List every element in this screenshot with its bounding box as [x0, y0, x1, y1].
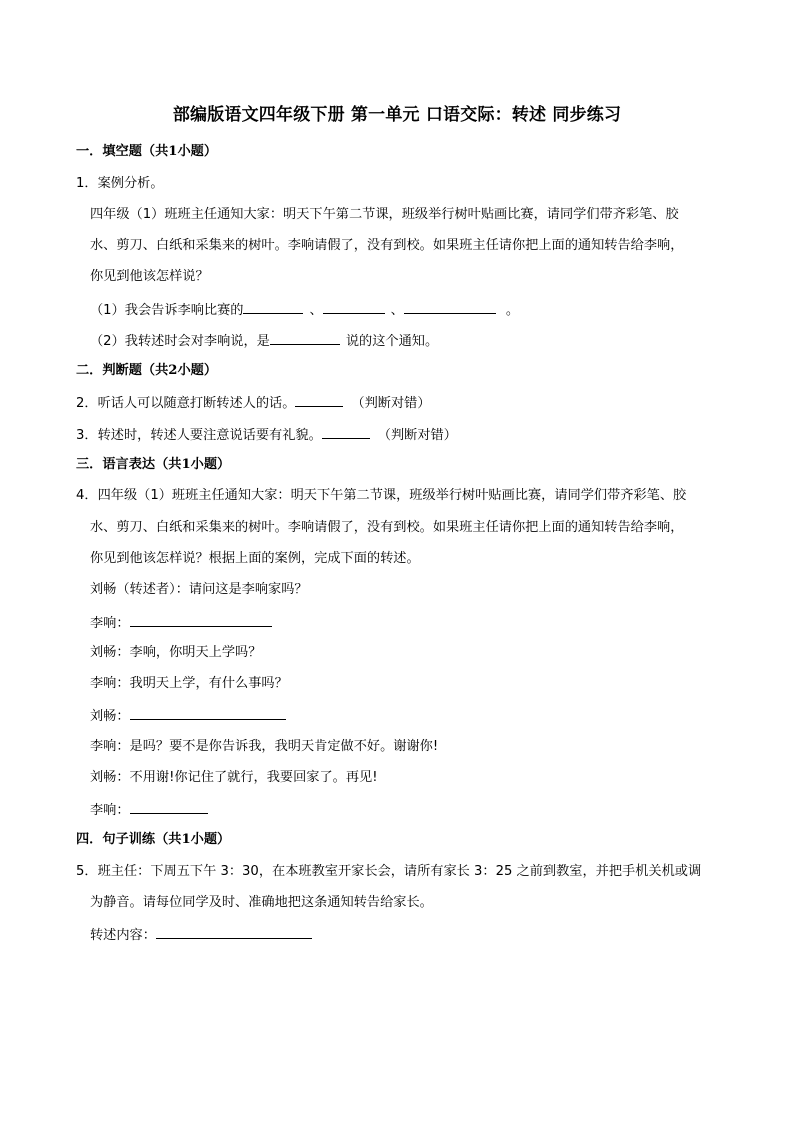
- dialogue-line-2: [90, 613, 272, 633]
- separator: 、: [390, 303, 404, 318]
- answer-blank-q3[interactable]: [322, 425, 370, 439]
- question-5-line-2: 为静音。请每位同学及时、准确地把这条通知转告给家长。: [90, 895, 433, 910]
- question-1-stem: 1．案例分析。: [76, 176, 164, 191]
- dialogue-speaker: 刘畅：: [90, 709, 130, 724]
- question-4-line-1: 4．四年级（1）班班主任通知大家：明天下午第二节课，班级举行树叶贴画比赛，请同学们带齐彩笔、胶: [76, 488, 687, 503]
- dialogue-speaker: 李响：: [90, 803, 130, 818]
- question-1-sub-1-prefix: （1）我会告诉李响比赛的: [90, 303, 244, 318]
- section-heading-fill-blank: 一．填空题（共1小题）: [76, 144, 218, 159]
- dialogue-line-3: 刘畅：李响，你明天上学吗？: [90, 645, 262, 660]
- question-2-text: 2．听话人可以随意打断转述人的话。: [76, 396, 296, 411]
- question-1-passage-line-2: 水、剪刀、白纸和采集来的树叶。李响请假了，没有到校。如果班主任请你把上面的通知转告给李响，: [90, 238, 684, 253]
- question-3-text: 3．转述时，转述人要注意说话要有礼貌。: [76, 428, 322, 443]
- answer-blank-dialogue-2[interactable]: [130, 706, 286, 720]
- dialogue-line-7: 刘畅：不用谢!你记住了就行，我要回家了。再见!: [90, 770, 378, 785]
- answer-blank-q2[interactable]: [295, 393, 343, 407]
- section-heading-language-expression: 三．语言表达（共1小题）: [76, 457, 231, 472]
- answer-blank-2[interactable]: [323, 300, 385, 314]
- answer-blank-4[interactable]: [270, 331, 340, 345]
- answer-blank-dialogue-1[interactable]: [130, 613, 272, 627]
- question-1-sub-2-prefix: （2）我转述时会对李响说，是: [90, 334, 270, 349]
- question-2: [76, 393, 431, 413]
- dialogue-line-8: [90, 800, 208, 820]
- dialogue-line-1: 刘畅（转述者）：请问这是李响家吗？: [90, 582, 308, 597]
- question-1-sub-2: [90, 331, 438, 351]
- answer-blank-3[interactable]: [404, 300, 496, 314]
- section-heading-true-false: 二．判断题（共2小题）: [76, 363, 218, 378]
- answer-blank-1[interactable]: [243, 300, 303, 314]
- question-4-line-2: 水、剪刀、白纸和采集来的树叶。李响请假了，没有到校。如果班主任请你把上面的通知转告给李响，: [90, 520, 684, 535]
- question-1-sub-2-suffix: 说的这个通知。: [345, 334, 439, 349]
- dialogue-line-5: [90, 706, 286, 726]
- question-5-answer-label: 转述内容：: [90, 928, 156, 943]
- question-5-line-1: 5．班主任：下周五下午 3：30，在本班教室开家长会，请所有家长 3：25 之前到教室，并把手机关机或调: [76, 864, 702, 879]
- answer-blank-q5[interactable]: [156, 925, 312, 939]
- question-1-passage-line-3: 你见到他该怎样说？: [90, 269, 209, 284]
- dialogue-speaker: 李响：: [90, 616, 130, 631]
- section-heading-sentence-training: 四．句子训练（共1小题）: [76, 832, 231, 847]
- question-1-sub-1: [90, 300, 519, 320]
- question-4-line-3: 你见到他该怎样说？根据上面的案例，完成下面的转述。: [90, 551, 420, 566]
- separator: 、: [309, 303, 323, 318]
- page-title: 部编版语文四年级下册 第一单元 口语交际：转述 同步练习: [172, 105, 622, 125]
- dialogue-line-6: 李响：是吗？要不是你告诉我，我明天肯定做不好。谢谢你!: [90, 739, 439, 754]
- question-3-hint: （判断对错）: [377, 428, 457, 443]
- question-2-hint: （判断对错）: [351, 396, 431, 411]
- question-1-passage-line-1: 四年级（1）班班主任通知大家：明天下午第二节课，班级举行树叶贴画比赛，请同学们带齐彩笔、胶: [90, 207, 679, 222]
- question-3: [76, 425, 457, 445]
- period: 。: [505, 303, 520, 318]
- dialogue-line-4: 李响：我明天上学，有什么事吗？: [90, 676, 288, 691]
- answer-blank-dialogue-3[interactable]: [130, 800, 208, 814]
- question-5-line-3: [90, 925, 312, 945]
